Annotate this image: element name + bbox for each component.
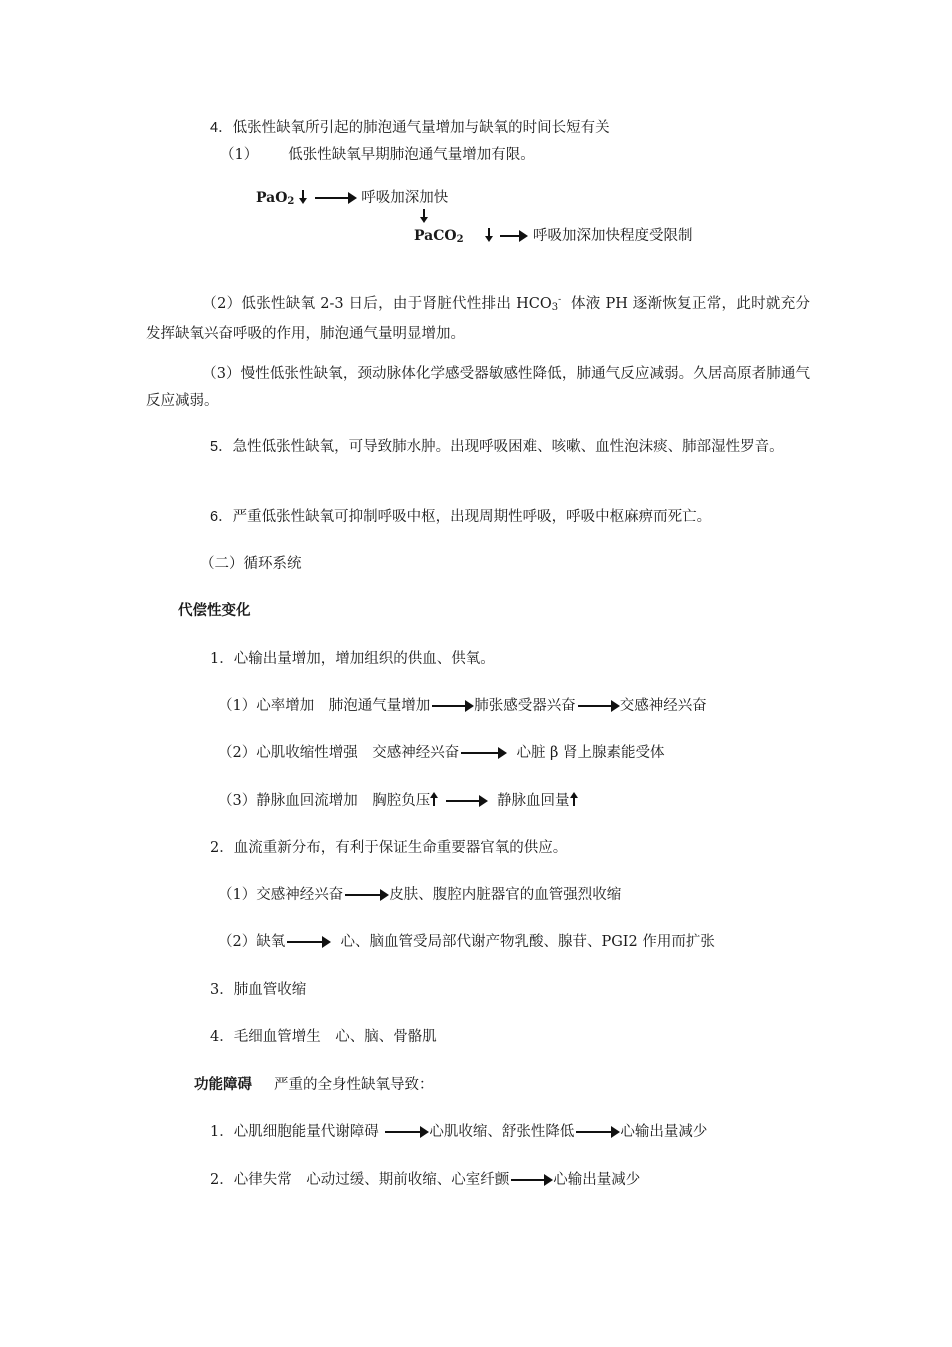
right-arrow-icon bbox=[432, 705, 472, 707]
paragraph-6: 6．严重低张性缺氧可抑制呼吸中枢，出现周期性呼吸，呼吸中枢麻痹而死亡。 bbox=[210, 509, 712, 525]
right-arrow-icon bbox=[315, 197, 355, 199]
circ-item-2-2: （2）缺氧 心、脑血管受局部代谢产物乳酸、腺苷、PGI2 作用而扩张 bbox=[218, 934, 715, 950]
right-arrow-icon bbox=[345, 894, 387, 896]
right-arrow-icon bbox=[446, 800, 486, 802]
down-arrow-icon bbox=[299, 190, 308, 204]
circ-item-2: 2．血流重新分布，有利于保证生命重要器官氧的供应。 bbox=[210, 840, 568, 856]
sub-1-number: （1） bbox=[220, 147, 259, 163]
up-arrow-icon bbox=[430, 792, 439, 806]
dys-item-2: 2．心律失常 心动过缓、期前收缩、心室纤颤 心输出量减少 bbox=[210, 1172, 641, 1188]
pao2-label: PaO$_2$ bbox=[256, 190, 295, 207]
circ-item-4: 4．毛细血管增生 心、脑、骨骼肌 bbox=[210, 1029, 437, 1045]
paco2-label: PaCO$_2$ bbox=[414, 228, 464, 245]
right-arrow-icon bbox=[511, 1179, 551, 1181]
circ-item-1-2: （2）心肌收缩性增强 交感神经兴奋 心脏 β 肾上腺素能受体 bbox=[218, 745, 665, 761]
up-arrow-icon bbox=[570, 792, 579, 806]
result-2: 呼吸加深加快程度受限制 bbox=[532, 228, 693, 244]
circ-item-3: 3．肺血管收缩 bbox=[210, 982, 307, 998]
circ-item-1-3: （3）静脉血回流增加 胸腔负压 静脉血回量 bbox=[218, 791, 579, 811]
right-arrow-icon bbox=[287, 941, 329, 943]
dysfunction-text: 严重的全身性缺氧导致： bbox=[274, 1077, 434, 1093]
dysfunction-heading: 功能障碍 bbox=[194, 1077, 252, 1093]
item-4-line bbox=[210, 118, 610, 138]
item-4-text: ．低张性缺氧所引起的肺泡通气量增加与缺氧的时间长短有关 bbox=[218, 120, 610, 136]
item-4-number: 4 bbox=[210, 120, 219, 136]
compensation-heading: 代偿性变化 bbox=[178, 603, 251, 619]
dys-item-1: 1．心肌细胞能量代谢障碍 心肌收缩、舒张性降低 心输出量减少 bbox=[210, 1124, 708, 1140]
sub-1-text: 低张性缺氧早期肺泡通气量增加有限。 bbox=[288, 147, 535, 163]
dysfunction-line bbox=[194, 1075, 434, 1095]
circ-item-1-1: （1）心率增加 肺泡通气量增加 肺张感受器兴奋 交感神经兴奋 bbox=[218, 698, 707, 714]
sub-1-line bbox=[220, 145, 535, 165]
right-arrow-icon bbox=[578, 705, 618, 707]
result-1: 呼吸加深加快 bbox=[361, 190, 449, 206]
pao2-row bbox=[256, 186, 448, 207]
down-arrow-icon bbox=[485, 228, 494, 242]
right-arrow-icon bbox=[385, 1131, 427, 1133]
right-arrow-icon bbox=[500, 235, 526, 237]
circ-item-1: 1．心输出量增加，增加组织的供血、供氧。 bbox=[210, 651, 495, 667]
paragraph-5: 5．急性低张性缺氧，可导致肺水肿。出现呼吸困难、咳嗽、血性泡沫痰、肺部湿性罗音。 bbox=[210, 439, 784, 455]
circ-item-2-1: （1）交感神经兴奋 皮肤、腹腔内脏器官的血管强烈收缩 bbox=[218, 887, 622, 903]
paco2-row bbox=[414, 224, 692, 245]
paragraph-3: （3）慢性低张性缺氧，颈动脉体化学感受器敏感性降低，肺通气反应减弱。久居高原者肺通气反应减弱。 bbox=[146, 366, 810, 409]
circulation-heading: （二）循环系统 bbox=[200, 556, 302, 572]
right-arrow-icon bbox=[576, 1131, 618, 1133]
right-arrow-icon bbox=[461, 752, 505, 754]
paragraph-2: （2）低张性缺氧 2-3 日后，由于肾脏代性排出 $HCO_3^-$ 体液 PH 逐渐恢复正常，此时就充分发挥缺氧兴奋呼吸的作用，肺泡通气量明显增加。 bbox=[146, 295, 811, 342]
